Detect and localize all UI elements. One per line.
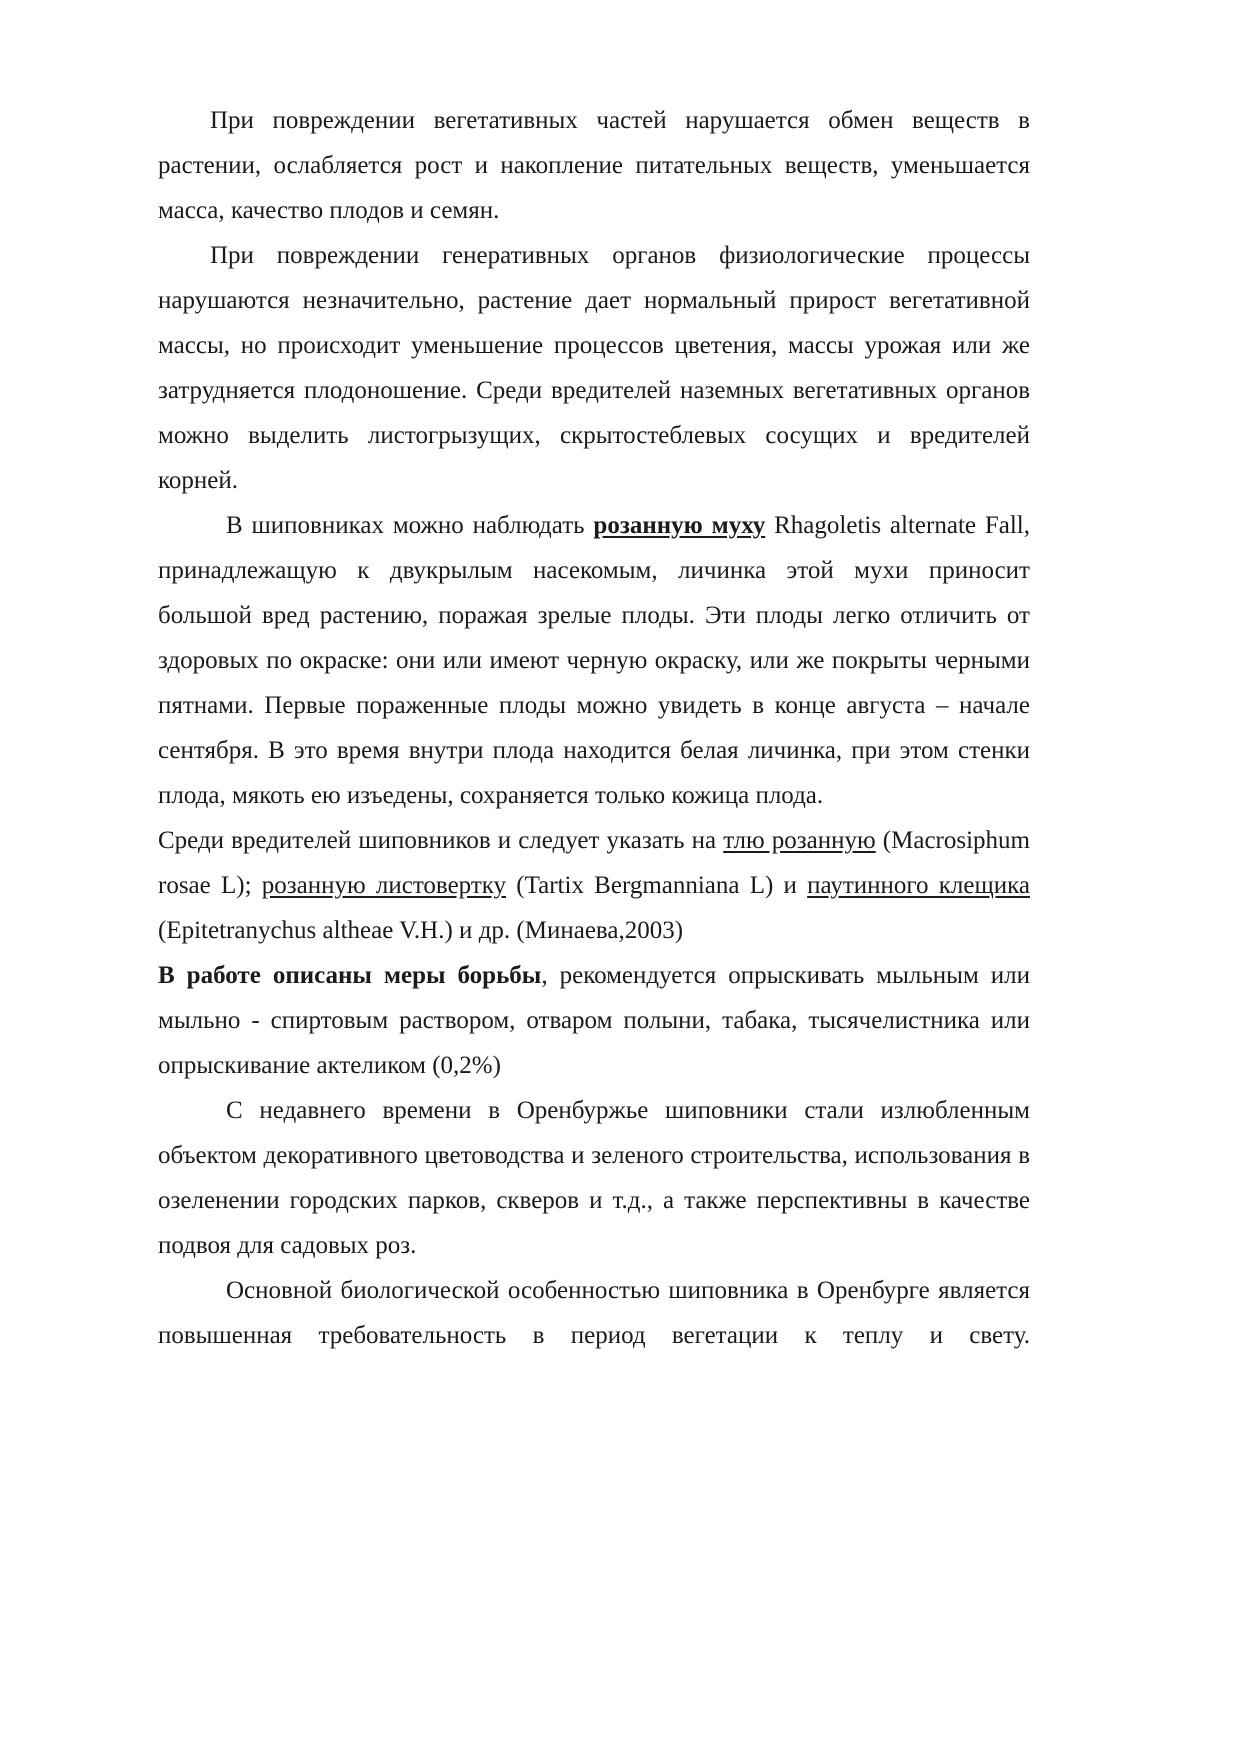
text: Rhagoletis alternate Fall, принадлежащую к двукрылым насекомым, личинка этой мухи приносит большой вред растению, поражая зрелые плоды. Эти плоды легко отличить от здоровых по окраске: они или имеют черную окраску, или же покрыты черными пятнами. Первые пораженные плоды можно увидеть в конце августа – начале сентября. В это время внутри плода находится белая личинка, при этом стенки плода, мякоть ею изъедены, сохраняется только кожица плода. — [158, 512, 1030, 809]
paragraph-control-measures — [158, 953, 1030, 1088]
text: , рекомендуется опрыскивать мыльным или мыльно - спиртовым раствором, отваром полыни, табака, тысячелистника или опрыскивание актеликом (0,2%) — [158, 962, 1031, 1079]
paragraph-rose-fly — [158, 503, 1030, 818]
term-rose-aphid: тлю розанную — [723, 827, 876, 854]
text: В шиповниках можно наблюдать — [226, 512, 594, 539]
paragraph-pests — [158, 818, 1030, 953]
document-page — [158, 98, 1030, 1358]
paragraph-generative-damage: При повреждении генеративных органов физиологические процессы нарушаются незначительно, растение дает нормальный прирост вегетативной массы, но происходит уменьшение процессов цветения, массы урожая или же затрудняется плодоношение. Среди вредителей наземных вегетативных органов можно выделить листогрызущих, скрытостеблевых сосущих и вредителей корней. — [158, 242, 1030, 494]
term-rose-fly: розанную муху — [593, 512, 766, 539]
paragraph-orenburg-decorative: С недавнего времени в Оренбуржье шиповники стали излюбленным объектом декоративного цветоводства и зеленого строительства, использования в озеленении городских парков, скверов и т.д., а также перспективны в качестве подвоя для садовых роз. — [158, 1097, 1030, 1259]
text: (Tartix Bergmanniana L) и — [506, 872, 808, 899]
text: Среди вредителей шиповников и следует указать на — [158, 827, 724, 854]
bold-control-measures: В работе описаны меры борьбы — [158, 962, 542, 989]
text: (Epitetranychus altheae V.H.) и др. (Минаева,2003) — [158, 917, 684, 944]
text: (Macrosiphum rosae L); — [158, 827, 1030, 899]
term-leaf-roller: розанную листовертку — [261, 872, 507, 899]
term-spider-mite: паутинного клещика — [807, 872, 1030, 899]
paragraph-biological-feature: Основной биологической особенностью шиповника в Оренбурге является повышенная требовательность в период вегетации к теплу и свету. — [158, 1277, 1030, 1349]
paragraph-vegetative-damage: При повреждении вегетативных частей нарушается обмен веществ в растении, ослабляется рост и накопление питательных веществ, уменьшается масса, качество плодов и семян. — [158, 107, 1030, 224]
